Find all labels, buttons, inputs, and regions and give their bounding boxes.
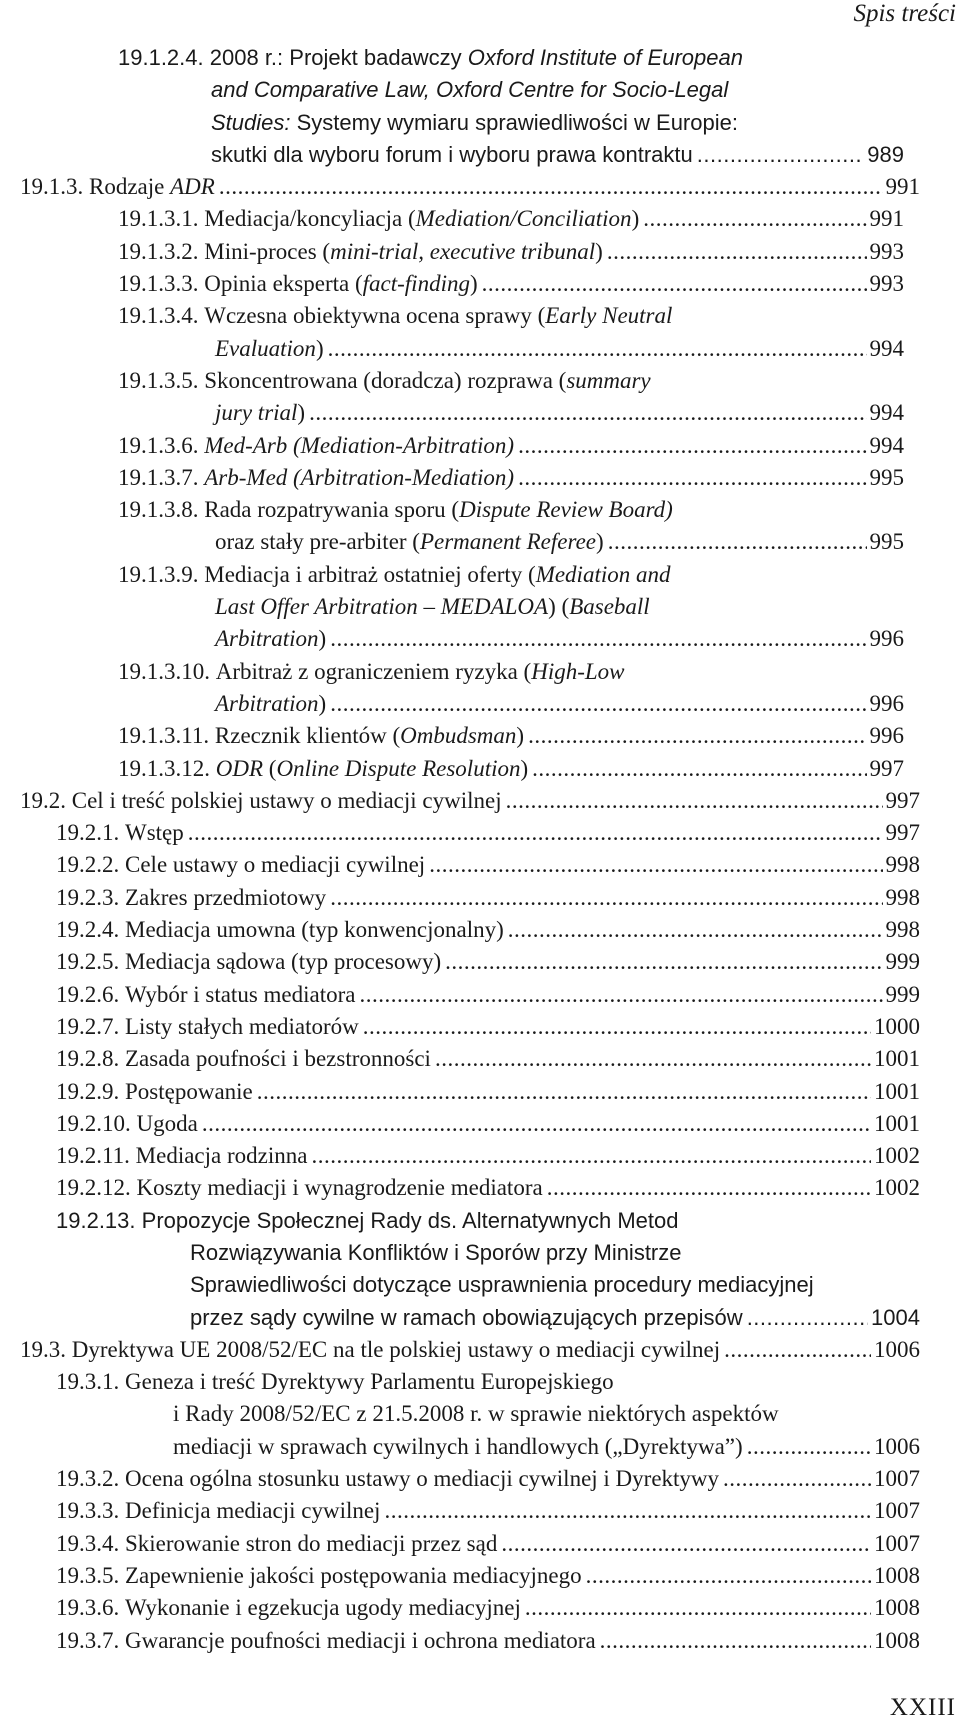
toc-entry-title [215,397,305,429]
text: Zakres przedmiotowy [125,884,327,910]
toc-entry[interactable] [20,785,920,817]
toc-entry[interactable] [56,1205,920,1334]
toc-entry[interactable] [56,849,920,881]
toc-entry[interactable] [118,430,904,462]
text: Mediacja/koncyliacja ( [204,206,416,232]
toc-entry-title [72,1334,720,1366]
toc-entry-page: 1008 [874,1627,920,1653]
toc-entry-title [204,430,514,462]
toc-entry-title [210,45,743,70]
toc-entry-page: 997 [885,820,920,846]
toc-entry-title [204,203,639,235]
toc-entry[interactable] [20,1334,920,1366]
toc-entry-number: 19.1.3.4. [118,303,199,329]
toc-entry-title [215,623,326,655]
dot-leader [508,914,883,946]
toc-entry[interactable] [56,817,920,849]
text: ( [263,755,277,781]
text: Skoncentrowana (doradcza) rozprawa ( [204,367,567,393]
text: ) [315,335,324,361]
toc-entry-title [173,1431,743,1463]
toc-entry-title [190,1240,682,1265]
toc-entry-number: 19.1.3.2. [118,238,199,264]
italic-text: High-Low [531,658,625,684]
toc-entry-title [215,720,524,752]
text: Skierowanie stron do mediacji przez sąd [125,1530,498,1556]
toc-entry-number: 19.1.3. [20,174,84,200]
text: Dyrektywa UE 2008/52/EC na tle polskiej ustawy o mediacji cywilnej [71,1336,721,1362]
toc-entry-page: 996 [869,690,904,716]
dot-leader [311,1140,871,1172]
text: mediacji w sprawach cywilnych i handlowych („Dyrektywa”) [173,1433,743,1459]
toc-entry-number: 19.3.5. [56,1562,120,1588]
toc-entry-page: 993 [869,238,904,264]
text: ) [596,529,604,555]
toc-entry-title [211,77,728,102]
text: Wczesna obiektywna ocena sprawy ( [204,303,546,329]
toc-entry-number: 19.2.7. [56,1013,120,1039]
toc-entry[interactable] [56,882,920,914]
toc-entry-title [125,979,355,1011]
toc-entry-title [215,688,326,720]
toc-entry-page: 1006 [874,1336,920,1362]
text: ) [516,723,525,749]
toc-entry-page: 1008 [874,1562,920,1588]
toc-entry-number: 19.3.6. [56,1595,120,1621]
dot-leader [528,720,866,752]
toc-entry-title [125,914,504,946]
toc-entry-number: 19.1.3.5. [118,367,199,393]
text: Mini-proces ( [204,238,331,264]
toc-entry-number: 19.2.1. [56,820,120,846]
toc-entry[interactable] [56,1076,920,1108]
toc-entry-number: 19.2.12. [56,1175,131,1201]
toc-entry-number: 19.3.4. [56,1530,120,1556]
toc-entry-title [125,1560,582,1592]
toc-entry-title [125,1076,253,1108]
dot-leader [600,1625,871,1657]
toc-entry-number: 19.1.3.7. [118,464,199,490]
toc-entry-title [216,659,625,684]
dot-leader [330,623,866,655]
text: Wstęp [125,820,184,846]
toc-entry[interactable] [118,300,904,365]
toc-entry-title [211,110,738,135]
toc-entry[interactable] [56,1495,920,1527]
italic-text: Mediation/Conciliation [415,206,632,232]
text: ) [469,271,478,297]
toc-entry[interactable] [56,1560,920,1592]
toc-entry[interactable] [56,979,920,1011]
toc-entry-number: 19.2.4. [56,917,120,943]
text: ) ( [548,594,570,620]
toc-entry-title [125,1495,380,1527]
dot-leader [219,171,883,203]
toc-entry-page: 998 [885,917,920,943]
toc-entry-number: 19.2.3. [56,884,120,910]
text: ) [297,400,306,426]
italic-text: ODR [215,755,264,781]
text: Ocena ogólna stosunku ustawy o mediacji cywilnej i Dyrektywy [125,1466,720,1492]
text: Mediacja i arbitraż ostatniej oferty ( [204,561,536,587]
dot-leader [202,1108,871,1140]
toc-entry-title [204,562,670,587]
toc-entry-number: 19.1.3.6. [118,432,199,458]
dot-leader [188,817,883,849]
toc-entry-number: 19.2. [20,787,66,813]
italic-text: summary [566,367,651,393]
italic-text: Arbitration [215,690,319,716]
dot-leader [309,397,866,429]
dot-leader [525,1592,871,1624]
toc-entry-page: 996 [869,626,904,652]
toc-entry-page: 998 [885,852,920,878]
text: Geneza i treść Dyrektywy Parlamentu Europejskiego [125,1369,614,1395]
toc-entry[interactable] [118,494,904,559]
toc-entry-number: 19.1.3.9. [118,561,199,587]
italic-text: mini-trial, executive tribunal [330,238,596,264]
text: Rada rozpatrywania sporu ( [204,497,460,523]
text: ) [318,626,327,652]
italic-text: Studies: [211,109,291,135]
toc-entry[interactable] [118,753,904,785]
text: ) [595,238,603,264]
text: Gwarancje poufności mediacji i ochrona mediatora [125,1627,596,1653]
toc-entry-page: 989 [867,141,904,167]
toc-entry-number: 19.1.3.8. [118,497,199,523]
toc-entry-number: 19.2.2. [56,852,120,878]
dot-leader [482,268,867,300]
toc-entry-title [204,303,672,328]
italic-text: jury trial [215,400,298,426]
toc-entry-title [142,1208,679,1233]
dot-leader [723,1463,871,1495]
italic-text: Med-Arb (Mediation-Arbitration) [204,432,515,458]
toc-entry-title [72,785,502,817]
toc-entry-title [136,1140,308,1172]
dot-leader [506,785,883,817]
toc-entry-title [125,1463,719,1495]
text: Rzecznik klientów ( [214,723,401,749]
dot-leader [724,1334,871,1366]
toc-entry-number: 19.2.5. [56,949,120,975]
italic-text: Evaluation [215,335,316,361]
dot-leader [330,688,866,720]
toc-entry-page: 999 [885,949,920,975]
text: Wykonanie i egzekucja ugody mediacyjnej [125,1595,521,1621]
dot-leader [532,753,866,785]
toc-entry-page: 995 [869,464,904,490]
toc-entry-page: 1002 [874,1143,920,1169]
running-header: Spis treści [853,0,956,27]
toc-entry-page: 1007 [874,1530,920,1556]
italic-text: Permanent Referee [419,529,597,555]
text: Koszty mediacji i wynagrodzenie mediatora [136,1175,543,1201]
text: Mediacja umowna (typ konwencjonalny) [125,917,504,943]
toc-entry-title [125,1528,497,1560]
toc-entry-title [204,236,603,268]
toc-entry-title [215,333,324,365]
toc-entry-title [215,526,604,558]
text: Zapewnienie jakości postępowania mediacyjnego [125,1562,582,1588]
dot-leader [697,139,865,171]
italic-text: Arbitration [215,626,319,652]
text: Definicja mediacji cywilnej [125,1498,381,1524]
toc-entry-number: 19.2.10. [56,1110,131,1136]
toc-entry-title [215,594,650,619]
table-of-contents [0,42,960,1657]
italic-text: Online Dispute Resolution [276,755,521,781]
dot-leader [586,1560,871,1592]
text: Rodzaje [89,174,171,200]
text: Wybór i status mediatora [125,981,356,1007]
dot-leader [643,203,866,235]
toc-entry-title [173,1401,779,1426]
toc-entry-page: 995 [869,529,904,555]
italic-text: Last Offer Arbitration – MEDALOA [215,594,549,620]
text: Systemy wymiaru sprawiedliwości w Europie: [290,109,738,135]
toc-entry-number: 19.1.3.10. [118,658,210,684]
toc-entry-page: 996 [869,723,904,749]
text: ) [631,206,640,232]
dot-leader [330,882,882,914]
dot-leader [384,1495,871,1527]
toc-entry-page: 994 [869,432,904,458]
text: ) [520,755,529,781]
toc-entry[interactable] [56,1366,920,1463]
toc-entry-page: 1002 [874,1175,920,1201]
toc-entry[interactable] [20,171,920,203]
toc-entry-title [216,753,528,785]
toc-entry-page: 997 [885,787,920,813]
toc-entry-number: 19.3.3. [56,1498,120,1524]
toc-entry-number: 19.1.3.12. [118,755,210,781]
toc-entry[interactable] [56,1592,920,1624]
italic-text: Early Neutral [545,303,673,329]
dot-leader [429,849,882,881]
dot-leader [518,430,866,462]
page-number: XXIII [889,1694,956,1721]
dot-leader [359,979,882,1011]
toc-entry-number: 19.3.2. [56,1466,120,1492]
italic-text: Arb-Med (Arbitration-Mediation) [204,464,515,490]
toc-entry-number: 19.2.9. [56,1078,120,1104]
toc-entry-title [125,1592,521,1624]
toc-entry[interactable] [118,656,904,721]
text: Cele ustawy o mediacji cywilnej [125,852,426,878]
dot-leader [547,1172,871,1204]
toc-entry-title [211,139,693,171]
dot-leader [435,1043,871,1075]
toc-entry[interactable] [118,268,904,300]
toc-entry-title [137,1108,198,1140]
text: Rozwiązywania Konfliktów i Sporów przy Ministrze [190,1239,682,1265]
text: Arbitraż z ograniczeniem ryzyka ( [215,658,532,684]
text: Sprawiedliwości dotyczące usprawnienia procedury mediacyjnej [190,1272,814,1298]
dot-leader [328,333,867,365]
toc-entry[interactable] [118,462,904,494]
italic-text: ADR [170,174,215,200]
toc-entry-title [204,368,650,393]
toc-entry-page: 1001 [874,1110,920,1136]
toc-entry-page: 994 [869,400,904,426]
toc-entry-page: 999 [885,981,920,1007]
toc-entry-number: 19.2.8. [56,1046,120,1072]
toc-entry-page: 1007 [874,1498,920,1524]
toc-entry-page: 1004 [871,1304,920,1330]
toc-entry-title [125,946,441,978]
text: Zasada poufności i bezstronności [125,1046,431,1072]
toc-entry[interactable] [56,946,920,978]
toc-entry-number: 19.3.7. [56,1627,120,1653]
dot-leader [607,236,867,268]
toc-entry-page: 1007 [874,1466,920,1492]
toc-entry-title [125,1625,596,1657]
toc-entry[interactable] [56,1625,920,1657]
dot-leader [363,1011,871,1043]
text: skutki dla wyboru forum i wyboru prawa kontraktu [211,141,693,167]
toc-entry-page: 994 [869,335,904,361]
toc-entry[interactable] [118,203,904,235]
toc-entry-page: 1000 [874,1013,920,1039]
italic-text: and Comparative Law, Oxford Centre for Socio-Legal [211,77,729,103]
text: Listy stałych mediatorów [125,1013,359,1039]
toc-entry-title [190,1302,743,1334]
toc-entry-page: 991 [885,174,920,200]
toc-entry[interactable] [56,1043,920,1075]
toc-entry-title [204,497,673,522]
toc-entry[interactable] [118,365,904,430]
toc-entry[interactable] [118,236,904,268]
toc-entry-number: 19.2.13. [56,1207,136,1233]
toc-entry-number: 19.3.1. [56,1369,120,1395]
italic-text: Ombudsman [400,723,517,749]
text: oraz stały pre-arbiter ( [215,529,420,555]
text: Mediacja rodzinna [135,1143,308,1169]
dot-leader [608,526,867,558]
italic-text: Dispute Review Board) [459,497,673,523]
toc-entry-number: 19.1.3.1. [118,206,199,232]
toc-entry[interactable] [56,1463,920,1495]
toc-entry-title [204,268,477,300]
toc-entry-page: 1006 [874,1433,920,1459]
toc-entry[interactable] [56,1011,920,1043]
toc-entry-number: 19.2.11. [56,1143,130,1169]
text: Ugoda [136,1110,198,1136]
toc-entry-page: 993 [869,271,904,297]
toc-entry-title [125,817,184,849]
toc-entry-page: 1008 [874,1595,920,1621]
dot-leader [257,1076,871,1108]
dot-leader [518,462,866,494]
dot-leader [501,1528,871,1560]
toc-entry-page: 997 [869,755,904,781]
toc-entry-title [137,1172,543,1204]
toc-entry-title [125,882,326,914]
toc-entry[interactable] [118,559,904,656]
toc-entry[interactable] [56,1528,920,1560]
text: przez sądy cywilne w ramach obowiązujących przepisów [190,1304,743,1330]
toc-entry-title [89,171,215,203]
toc-entry-number: 19.1.3.11. [118,723,210,749]
toc-entry-page: 1001 [874,1078,920,1104]
toc-entry-title [125,1011,359,1043]
toc-entry[interactable] [118,720,904,752]
toc-entry-page: 998 [885,884,920,910]
toc-entry-number: 19.1.3.3. [118,271,199,297]
toc-entry-title [204,462,514,494]
italic-text: Baseball [569,594,650,620]
toc-entry[interactable] [56,1140,920,1172]
text: Cel i treść polskiej ustawy o mediacji cywilnej [71,787,502,813]
text: Mediacja sądowa (typ procesowy) [125,949,442,975]
toc-entry-page: 991 [869,206,904,232]
text: Opinia eksperta ( [204,271,363,297]
toc-entry-title [125,849,425,881]
toc-entry-title [125,1369,614,1394]
toc-entry[interactable] [56,1172,920,1204]
toc-entry-number: 19.3. [20,1336,66,1362]
toc-entry-page: 1001 [874,1046,920,1072]
toc-entry[interactable] [56,1108,920,1140]
toc-entry-number: 19.2.6. [56,981,120,1007]
dot-leader [747,1302,868,1334]
italic-text: Mediation and [535,561,671,587]
text: i Rady 2008/52/EC z 21.5.2008 r. w sprawie niektórych aspektów [173,1401,779,1427]
dot-leader [445,946,882,978]
toc-entry-title [125,1043,431,1075]
text: Postępowanie [125,1078,253,1104]
italic-text: Oxford Institute of European [467,45,743,70]
toc-entry[interactable] [56,914,920,946]
text: 2008 r.: Projekt badawczy [209,45,468,70]
text: ) [318,690,327,716]
dot-leader [747,1431,871,1463]
toc-entry-title [190,1272,814,1297]
italic-text: fact-finding [362,271,470,297]
text: Propozycje Społecznej Rady ds. Alternatywnych Metod [141,1207,679,1233]
toc-entry[interactable] [118,42,904,171]
toc-entry-number: 19.1.2.4. [118,45,204,70]
